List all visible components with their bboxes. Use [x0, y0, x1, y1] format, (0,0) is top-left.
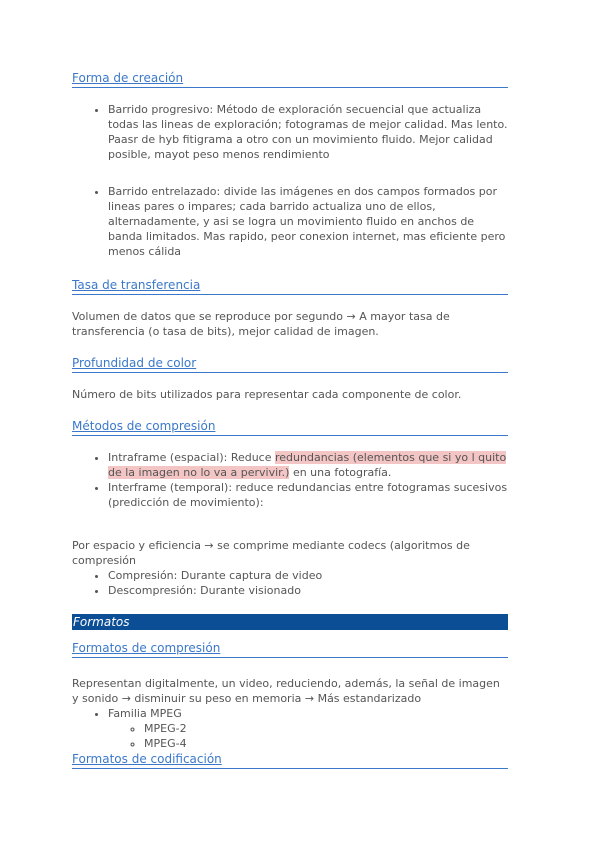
document-body — [72, 70, 508, 769]
metodos-list — [72, 450, 508, 510]
list-item-barrido-progresivo: • Barrido progresivo: Método de exploración secuencial que actualiza todas las lineas de exploración; fotogramas de mejor calidad. Mas lento. Paasr de hyb fitigrama a otro con un movimiento fluido. Mejor calidad posible, mayot peso menos rendimiento — [108, 102, 508, 162]
list-item-intraframe — [108, 450, 508, 480]
espacio-list — [72, 568, 508, 598]
compresion-list — [72, 706, 508, 751]
heading-metodos-de-compresion: Métodos de compresión — [72, 418, 508, 436]
heading-tasa-de-transferencia: Tasa de transferencia — [72, 277, 508, 295]
list-item-descompresion: • Descompresión: Durante visionado — [108, 583, 508, 598]
heading-formatos-de-compresion: Formatos de compresión — [72, 640, 508, 658]
heading-formatos-de-codificacion: Formatos de codificación — [72, 751, 508, 769]
intraframe-suffix: en una fotografía. — [289, 466, 392, 479]
forma-list-2 — [72, 184, 508, 259]
highlighted-text: redundancias (elementos que si yo l quito de la imagen no lo va a pervivir.) — [108, 451, 507, 479]
tasa-paragraph: Volumen de datos que se reproduce por segundo → A mayor tasa de transferencia (o tasa de bits), mejor calidad de imagen. — [72, 310, 450, 338]
list-item-mpeg-2: ◦ MPEG-2 — [144, 721, 508, 736]
compresion-paragraph: Representan digitalmente, un video, reduciendo, además, la señal de imagen y sonido → disminuir su peso en memoria → Más estandarizado — [72, 677, 500, 705]
list-item-compresion: • Compresión: Durante captura de video — [108, 568, 508, 583]
familia-mpeg-label: Familia MPEG — [108, 707, 182, 720]
heading-forma-de-creacion: Forma de creación — [72, 70, 508, 88]
forma-list — [72, 102, 508, 162]
profundidad-paragraph: Número de bits utilizados para representar cada componente de color. — [72, 388, 462, 401]
list-item-familia-mpeg — [108, 706, 508, 751]
section-band-formatos: Formatos — [72, 614, 508, 630]
mpeg-sublist — [108, 721, 508, 751]
list-item-mpeg-4: ◦ MPEG-4 — [144, 736, 508, 751]
heading-profundidad-de-color: Profundidad de color — [72, 355, 508, 373]
list-item-barrido-entrelazado: • Barrido entrelazado: divide las imágenes en dos campos formados por lineas pares o impares; cada barrido actualiza uno de ellos, alternadamente, y asi se logra un movimiento fluido en anchos de banda limitados. Mas rapido, peor conexion internet, mas eficiente pero menos cálida — [108, 184, 508, 259]
intraframe-text: Intraframe (espacial): Reduce — [108, 451, 275, 464]
list-item-interframe: • Interframe (temporal): reduce redundancias entre fotogramas sucesivos (predicción de movimiento): — [108, 480, 508, 510]
espacio-paragraph: Por espacio y eficiencia → se comprime mediante codecs (algoritmos de compresión — [72, 539, 470, 567]
